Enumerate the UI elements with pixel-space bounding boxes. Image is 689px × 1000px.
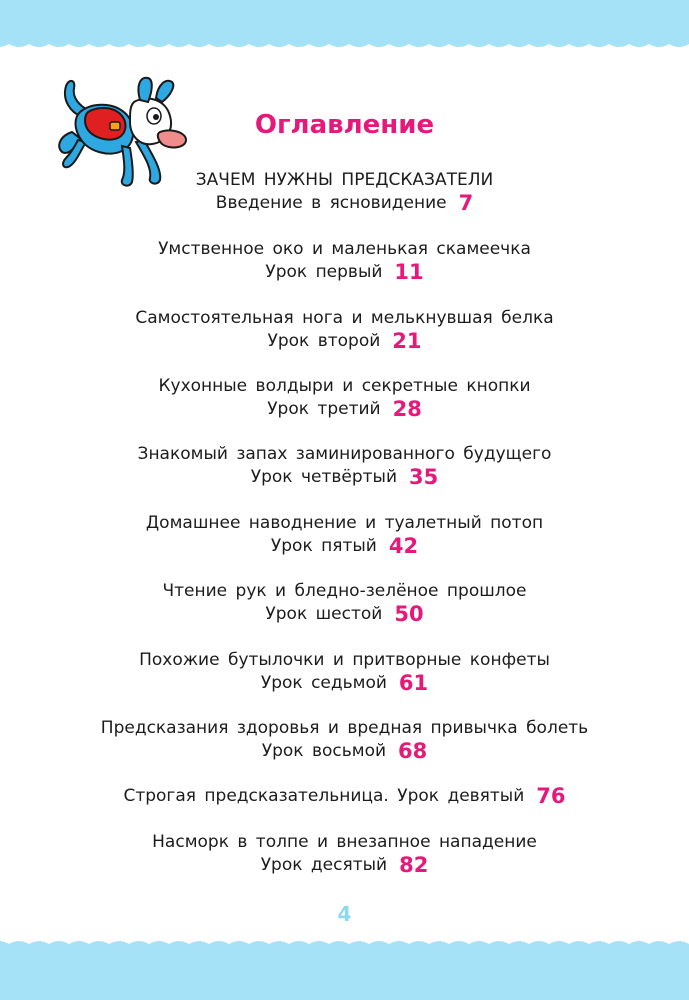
toc-heading: ЗАЧЕМ НУЖНЫ ПРЕДСКАЗАТЕЛИ [195, 170, 494, 190]
toc-subtitle-line [0, 534, 689, 557]
toc-heading-line [0, 374, 689, 397]
toc-subtitle-line [0, 739, 689, 762]
toc-page-number: 7 [458, 191, 474, 215]
toc-subtitle: Урок восьмой [261, 741, 387, 761]
toc-entry[interactable] [0, 306, 689, 352]
toc-heading-line [0, 579, 689, 602]
toc-heading-line [0, 306, 689, 329]
toc-subtitle: Урок четвёртый [250, 467, 398, 487]
toc-heading: Домашнее наводнение и туалетный потоп [145, 513, 544, 533]
toc-subtitle-line [0, 853, 689, 876]
toc-subtitle-line [0, 260, 689, 283]
toc-entry[interactable] [0, 168, 689, 214]
toc-page-number: 11 [394, 260, 424, 284]
toc-heading: Кухонные волдыри и секретные кнопки [158, 376, 531, 396]
toc-heading-line [0, 830, 689, 853]
toc-entry[interactable] [0, 830, 689, 876]
toc-subtitle: Урок второй [267, 331, 381, 351]
toc-heading: Умственное око и маленькая скамеечка [158, 239, 531, 259]
toc-heading: Предсказания здоровья и вредная привычка болеть [100, 718, 589, 738]
toc-entry[interactable] [0, 579, 689, 625]
toc-page-number: 68 [398, 739, 428, 763]
page-title: Оглавление [254, 110, 435, 140]
toc-subtitle: Урок седьмой [260, 673, 387, 693]
toc-subtitle-line [0, 191, 689, 214]
toc-page-number: 50 [394, 602, 424, 626]
toc-entry[interactable] [0, 374, 689, 420]
toc-page-number: 82 [399, 853, 429, 877]
toc-heading-line [0, 442, 689, 465]
toc-entry[interactable] [0, 237, 689, 283]
toc-entry[interactable] [0, 648, 689, 694]
toc-page-number: 61 [398, 671, 429, 695]
toc-heading: Строгая предсказательница. Урок девятый [123, 786, 525, 806]
toc-heading-line [0, 784, 689, 807]
toc-entry[interactable] [0, 716, 689, 762]
toc-subtitle: Урок пятый [270, 536, 377, 556]
toc-subtitle: Урок первый [265, 262, 383, 282]
toc-entry[interactable] [0, 784, 689, 807]
toc-page-number: 42 [388, 534, 419, 558]
toc-heading: Чтение рук и бледно-зелёное прошлое [162, 581, 527, 601]
toc-page-number: 28 [392, 397, 422, 421]
toc-heading: Самостоятельная нога и мелькнувшая белка [135, 308, 554, 328]
toc-heading-line [0, 648, 689, 671]
toc-subtitle-line [0, 465, 689, 488]
toc-page-number: 76 [536, 784, 566, 808]
toc-heading-line [0, 168, 689, 191]
toc-entry[interactable] [0, 442, 689, 488]
toc-page-number: 21 [392, 329, 422, 353]
toc-subtitle-line [0, 671, 689, 694]
toc-heading-line [0, 237, 689, 260]
toc-heading: Знакомый запах заминированного будущего [137, 444, 552, 464]
toc-subtitle-line [0, 397, 689, 420]
toc-heading-line [0, 511, 689, 534]
toc-subtitle: Урок шестой [265, 604, 383, 624]
toc-subtitle: Урок десятый [260, 855, 388, 875]
toc-heading-line [0, 716, 689, 739]
page-number: 4 [337, 902, 352, 926]
top-wavy-band [0, 0, 689, 60]
toc-subtitle-line [0, 602, 689, 625]
toc-subtitle-line [0, 329, 689, 352]
bottom-wavy-band [0, 930, 689, 1000]
toc-subtitle: Урок третий [267, 399, 381, 419]
toc-entry[interactable] [0, 511, 689, 557]
toc-page-number: 35 [409, 465, 439, 489]
toc-heading: Насморк в толпе и внезапное нападение [152, 832, 537, 852]
toc-subtitle: Введение в ясновидение [215, 193, 447, 213]
toc-heading: Похожие бутылочки и притворные конфеты [139, 650, 550, 670]
